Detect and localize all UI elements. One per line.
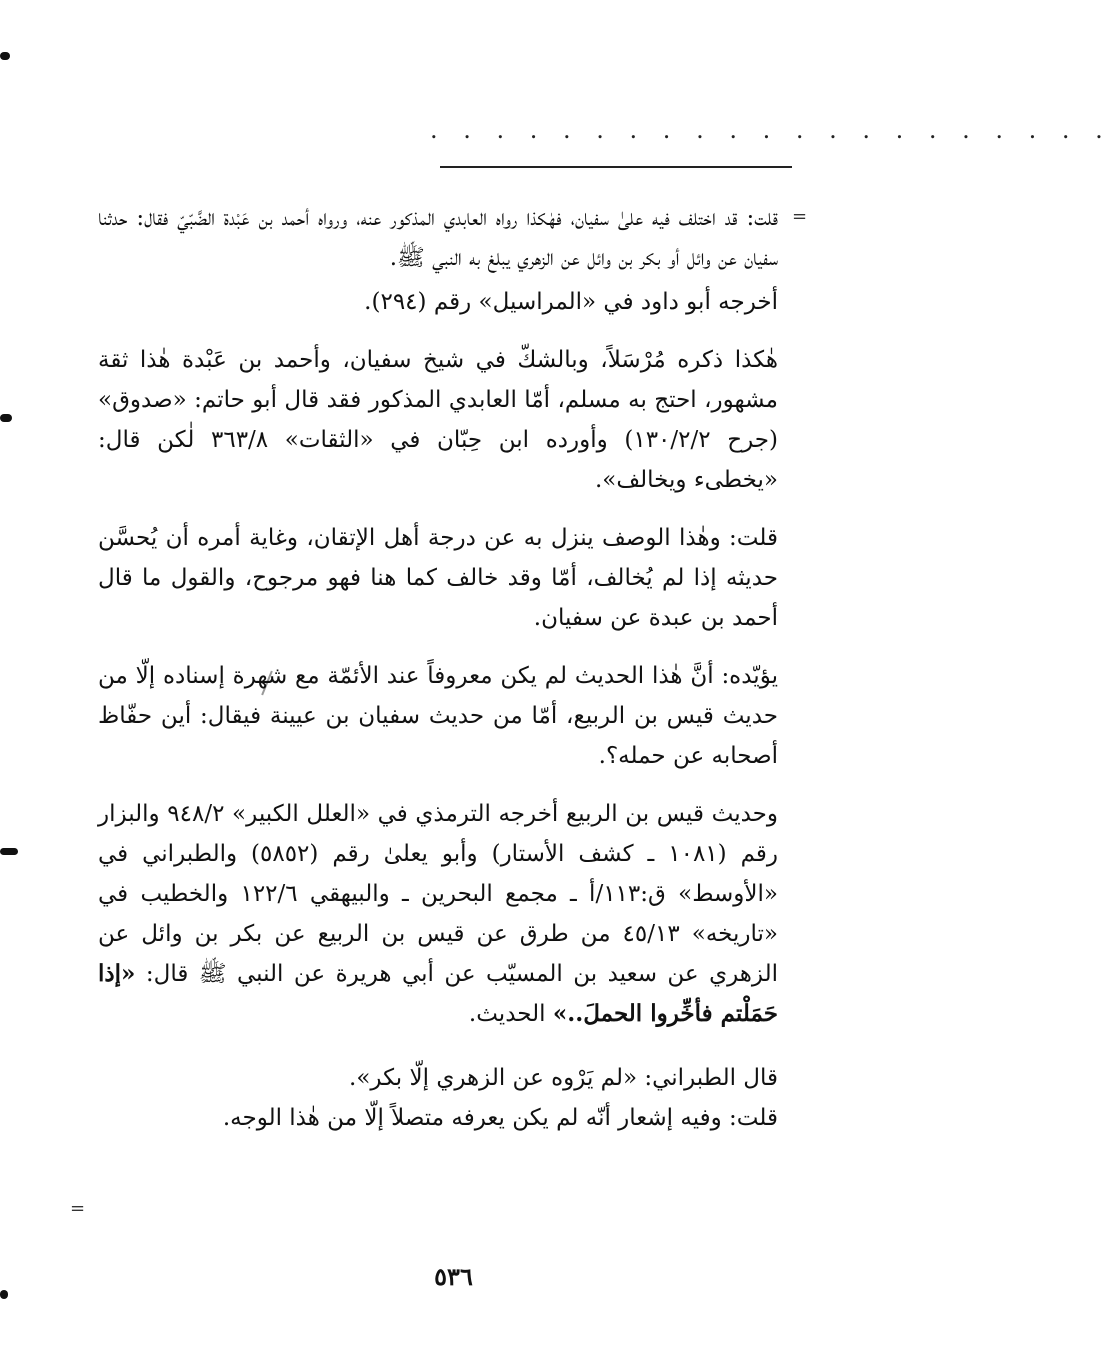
paragraph-1: قلت: قد اختلف فيه علىٰ سفيان، فهٰكذا رواه العابدي المذكور عنه، ورواه أحمد بن عَبْدة الضَّبّيّ فقال: حدثنا سفيان عن وائل أو بكر بن وائل عن الزهري يبلغ به النبي ﷺ. xyxy=(98,205,778,271)
scan-edge-mark xyxy=(0,1290,8,1299)
continuation-mark-top: = xyxy=(792,206,808,227)
scan-edge-mark xyxy=(0,848,18,855)
scan-edge-mark xyxy=(0,414,12,422)
footnote-separator-rule xyxy=(440,166,792,168)
main-text-column xyxy=(98,198,778,1138)
paragraph-5: يؤيّده: أنَّ هٰذا الحديث لم يكن معروفاً عند الأئمّة مع شهرة إسناده إلّا من حديث قيس بن الربيع، أمّا من حديث سفيان بن عيينة فيقال: أين حفّاظ أصحابه عن حمله؟. xyxy=(98,663,778,769)
paragraph-2: أخرجه أبو داود في «المراسيل» رقم (٢٩٤). xyxy=(364,289,778,315)
hadith-quote: «إذا حَمَلْتم فأخِّروا الحملَ..» xyxy=(98,960,778,1027)
paragraph-4: قلت: وهٰذا الوصف ينزل به عن درجة أهل الإتقان، وغاية أمره أن يُحسَّن حديثه إذا لم يُخالف، أمّا وقد خالف كما هنا فهو مرجوح، والقول ما قال أحمد بن عبدة عن سفيان. xyxy=(98,525,778,631)
paragraph-7: قال الطبراني: «لم يَرْوه عن الزهري إلّا بكر». xyxy=(349,1065,778,1091)
paragraph-3: هٰكذا ذكره مُرْسَلاً، وبالشكّ في شيخ سفيان، وأحمد بن عَبْدة هٰذا ثقة مشهور، احتج به مسلم، أمّا العابدي المذكور فقد قال أبو حاتم: «صدوق» (جرح ١٣٠/٢/٢) وأورده ابن حِبّان في «الثقات» ٣٦٣/٨ لٰكن قال: «يخطىء ويخالف». xyxy=(98,347,778,493)
paragraph-6-text: وحديث قيس بن الربيع أخرجه الترمذي في «العلل الكبير» ٩٤٨/٢ والبزار رقم (١٠٨١ ـ كشف الأستار) وأبو يعلىٰ رقم (٥٨٥٢) والطبراني في «الأوسط» ق:١١٣/أ ـ مجمع البحرين ـ والبيهقي ١٢٢/٦ والخطيب في «تاريخه» ٤٥/١٣ من طرق عن قيس بن الربيع عن بكر بن وائل عن الزهري عن سعيد بن المسيّب عن أبي هريرة عن النبي ﷺ قال: xyxy=(98,801,778,987)
continuation-dots: . . . . . . . . . . . . . . . . . . . . . xyxy=(430,116,1112,144)
page-number: ٥٣٦ xyxy=(434,1262,473,1291)
hadith-quote-tail: الحديث. xyxy=(468,1001,546,1027)
continuation-mark-bottom: = xyxy=(70,1198,86,1219)
paragraph-8: قلت: وفيه إشعار أنّه لم يكن يعرفه متصلاً إلّا من هٰذا الوجه. xyxy=(222,1105,778,1131)
paragraph-6 xyxy=(98,794,778,1034)
scan-edge-mark xyxy=(0,52,10,60)
